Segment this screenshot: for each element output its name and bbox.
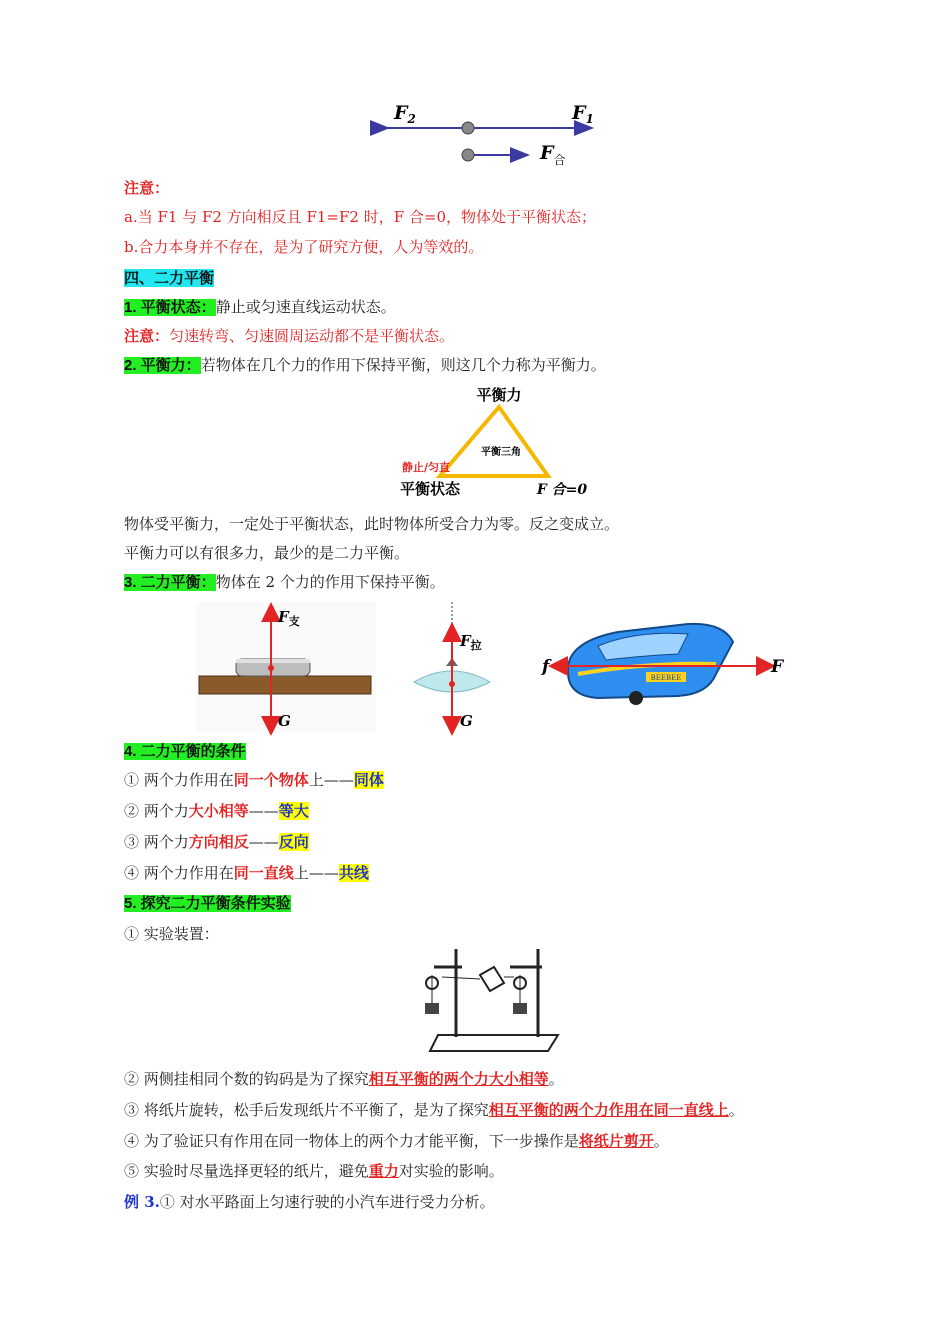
- item1-label: 1. 平衡状态：: [124, 299, 216, 316]
- item2-text: 若物体在几个力的作用下保持平衡，则这几个力称为平衡力。: [200, 356, 606, 374]
- condition-1: ① 两个力作用在同一个物体上——同体: [124, 771, 384, 789]
- triangle-left-small: 静止/匀直: [401, 461, 451, 474]
- svg-text:F拉: $F_拉$: [460, 632, 482, 652]
- exp-2: ② 两侧挂相同个数的钩码是为了探究相互平衡的两个力大小相等。: [124, 1070, 564, 1088]
- note-title: 注意：: [124, 179, 170, 197]
- para1: 物体受平衡力，一定处于平衡状态，此时物体所受合力为零。反之变成立。: [124, 515, 620, 533]
- item1-text: 静止或匀速直线运动状态。: [215, 298, 396, 316]
- item3-text: 物体在 2 个力的作用下保持平衡。: [215, 573, 445, 591]
- condition-4: ④ 两个力作用在同一直线上——共线: [124, 864, 369, 882]
- svg-text:F: F: [771, 657, 784, 677]
- item2-label: 2. 平衡力：: [124, 357, 201, 374]
- force-vector-figure: [380, 95, 610, 175]
- exp-intro: ① 实验装置：: [124, 925, 219, 943]
- triangle-center: 平衡三角: [481, 447, 521, 458]
- condition-2: ② 两个力大小相等——等大: [124, 802, 309, 820]
- svg-text:F支: $F_支$: [278, 608, 300, 628]
- book-on-table-figure: [196, 602, 376, 732]
- fnet-label: F: [540, 142, 554, 164]
- f1-label: F: [572, 102, 586, 124]
- section-title: 四、二力平衡: [124, 269, 215, 287]
- svg-text:F合: $F_合$: [540, 142, 566, 167]
- svg-text:f: f: [542, 657, 550, 677]
- condition-3: ③ 两个力方向相反——反向: [124, 833, 309, 851]
- triangle-left: 平衡状态: [399, 480, 461, 498]
- example-3: 例 3.① 对水平路面上匀速行驶的小汽车进行受力分析。: [124, 1193, 495, 1211]
- svg-text:G: G: [460, 712, 473, 730]
- item5-label: 5. 探究二力平衡条件实验: [124, 895, 291, 912]
- f2-label: F: [394, 102, 408, 124]
- car-plate: BEEBEE: [650, 674, 682, 682]
- para2: 平衡力可以有很多力，最少的是二力平衡。: [124, 544, 410, 562]
- svg-text:F2: $F_2$: [394, 102, 416, 126]
- note2-text: 匀速转弯、匀速圆周运动都不是平衡状态。: [169, 327, 455, 345]
- note-line-b: b.合力本身并不存在，是为了研究方便，人为等效的。: [124, 238, 484, 256]
- svg-text:F1: $F_1$: [572, 102, 594, 126]
- exp-4: ④ 为了验证只有作用在同一物体上的两个力才能平衡，下一步操作是将纸片剪开。: [124, 1132, 669, 1150]
- exp-5: ⑤ 实验时尽量选择更轻的纸片，避免重力对实验的影响。: [124, 1162, 504, 1180]
- exp-3: ③ 将纸片旋转，松手后发现纸片不平衡了，是为了探究相互平衡的两个力作用在同一直线上。: [124, 1101, 744, 1119]
- note2-label: 注意：: [124, 327, 170, 345]
- apparatus-figure: [410, 945, 570, 1060]
- item3-label: 3. 二力平衡：: [124, 574, 216, 591]
- triangle-right: F 合=0: [536, 482, 588, 498]
- svg-text:G: G: [278, 712, 291, 730]
- toy-car-figure: [538, 612, 788, 712]
- balance-triangle-figure: [390, 382, 610, 504]
- note-line-a: a.当 F1 与 F2 方向相反且 F1=F2 时，F 合=0，物体处于平衡状态；: [124, 208, 596, 226]
- triangle-top: 平衡力: [476, 386, 522, 404]
- hanging-lamp-figure: [410, 602, 500, 732]
- item4-label: 4. 二力平衡的条件: [124, 743, 246, 760]
